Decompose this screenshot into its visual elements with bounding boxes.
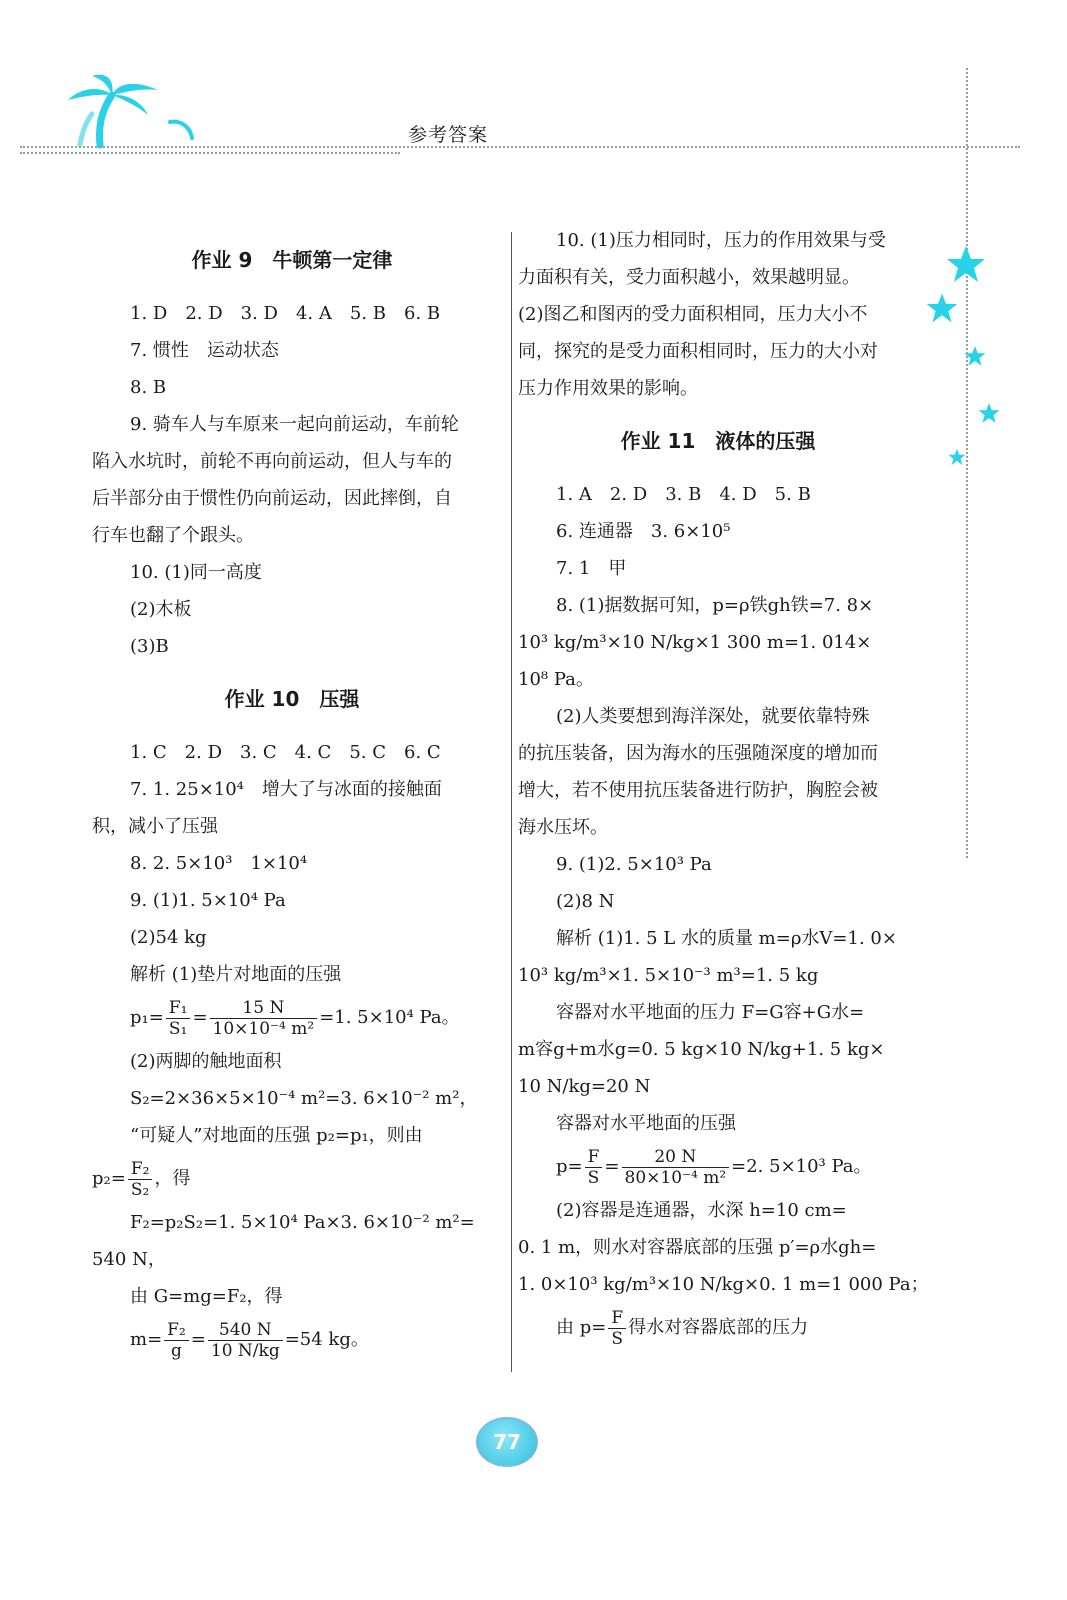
page-header-title: 参考答案 <box>408 124 489 146</box>
answer-line: 8. B <box>130 377 167 398</box>
answer-line: 的抗压装备，因为海水的压强随深度的增加而 <box>518 743 878 764</box>
answer-line: S₂=2×36×5×10⁻⁴ m²=3. 6×10⁻² m²， <box>130 1088 478 1109</box>
answer-line: 1. A 2. D 3. B 4. D 5. B <box>556 484 811 505</box>
answer-line: 1. D 2. D 3. D 4. A 5. B 6. B <box>130 303 441 324</box>
answer-line: 1. 0×10³ kg/m³×10 N/kg×0. 1 m=1 000 Pa； <box>518 1274 929 1295</box>
left-column <box>92 242 492 1365</box>
fraction: $\frac{20 N}{\text{80×10⁻⁴ m²}}$ <box>622 1147 730 1188</box>
right-column <box>518 222 929 1353</box>
column-divider <box>511 232 512 1372</box>
section-heading: 作业 9 牛顿第一定律 <box>191 248 393 272</box>
answer-line: (3)B <box>130 636 169 657</box>
page-number: 77 <box>476 1417 538 1467</box>
answer-line: 8. (1)据数据可知，p=ρ铁gh铁=7. 8× <box>556 595 874 616</box>
answer-line: 9. (1)1. 5×10⁴ Pa <box>130 890 286 911</box>
header-rule <box>20 146 1020 148</box>
palm-tree-icon <box>20 70 210 150</box>
answer-line: (2)两脚的触地面积 <box>130 1051 282 1072</box>
star-icon <box>948 448 966 466</box>
answer-line: 10. (1)同一高度 <box>130 562 262 583</box>
answer-line: 9. (1)2. 5×10³ Pa <box>556 854 712 875</box>
answer-line: 6. 连通器 3. 6×10⁵ <box>556 521 731 542</box>
answer-line: 力面积有关，受力面积越小，效果越明显。 <box>518 267 860 288</box>
margin-rule <box>966 68 968 858</box>
answer-line: (2)图乙和图丙的受力面积相同，压力大小不 <box>518 304 868 325</box>
answer-line: 10³ kg/m³×10 N/kg×1 300 m=1. 014× <box>518 632 872 653</box>
equation: p= $\frac{F}{S}$ = $\frac{20 N}{\text{80×10⁻⁴ m²}}$ =2. 5×10³ Pa。 <box>556 1146 872 1188</box>
equation: 由 p= $\frac{F}{S}$ 得水对容器底部的压力 <box>556 1307 809 1349</box>
equation: p₂= $\frac{\text{F₂}}{\text{S₂}}$ ，得 <box>92 1158 191 1200</box>
answer-line: (2)54 kg <box>130 927 207 948</box>
fraction: $\frac{F}{S}$ <box>608 1308 626 1349</box>
answer-line: 8. 2. 5×10³ 1×10⁴ <box>130 853 308 874</box>
answer-line: 容器对水平地面的压力 F=G容+G水= <box>556 1002 865 1023</box>
answer-line: 7. 1 甲 <box>556 558 627 579</box>
answer-line: 9. 骑车人与车原来一起向前运动，车前轮 <box>130 414 459 435</box>
star-icon <box>978 402 1000 424</box>
answer-line: 容器对水平地面的压强 <box>556 1113 736 1134</box>
fraction: $\frac{F}{S}$ <box>585 1147 603 1188</box>
answer-line: 7. 1. 25×10⁴ 增大了与冰面的接触面 <box>130 779 442 800</box>
section-heading: 作业 10 压强 <box>224 687 360 711</box>
star-icon <box>946 244 986 284</box>
fraction: $\frac{540 N}{10 N/kg}$ <box>208 1320 283 1361</box>
answer-line: (2)木板 <box>130 599 192 620</box>
answer-line: 540 N， <box>92 1249 166 1270</box>
equation: m= $\frac{\text{F₂}}{g}$ = $\frac{540 N}{10 N/kg}$ =54 kg。 <box>130 1319 369 1361</box>
star-icon <box>964 345 986 367</box>
answer-line: (2)容器是连通器，水深 h=10 cm= <box>556 1200 847 1221</box>
fraction: $\frac{\text{F₂}}{g}$ <box>164 1320 189 1361</box>
fraction: $\frac{\text{F₁}}{\text{S₁}}$ <box>166 998 191 1039</box>
answer-line: 10⁸ Pa。 <box>518 669 594 690</box>
answer-line: 10³ kg/m³×1. 5×10⁻³ m³=1. 5 kg <box>518 965 819 986</box>
answer-line: 解析 (1)1. 5 L 水的质量 m=ρ水V=1. 0× <box>556 928 897 949</box>
equation: p₁= $\frac{\text{F₁}}{\text{S₁}}$ = $\frac{15 N}{\text{10×10⁻⁴ m²}}$ =1. 5×10⁴ Pa。 <box>130 997 460 1039</box>
answer-line: 7. 惯性 运动状态 <box>130 340 279 361</box>
answer-line: 解析 (1)垫片对地面的压强 <box>130 964 342 985</box>
answer-line: 陷入水坑时，前轮不再向前运动，但人与车的 <box>92 451 452 472</box>
section-heading: 作业 11 液体的压强 <box>620 429 816 453</box>
answer-line: 10. (1)压力相同时，压力的作用效果与受 <box>556 230 886 251</box>
header-rule-2 <box>20 152 400 154</box>
star-icon <box>926 292 958 324</box>
answer-line: 后半部分由于惯性仍向前运动，因此摔倒，自 <box>92 488 452 509</box>
answer-line: 海水压坏。 <box>518 817 608 838</box>
answer-line: 10 N/kg=20 N <box>518 1076 651 1097</box>
answer-line: 0. 1 m，则水对容器底部的压强 p′=ρ水gh= <box>518 1237 877 1258</box>
answer-line: 积，减小了压强 <box>92 816 218 837</box>
answer-line: (2)人类要想到海洋深处，就要依靠特殊 <box>556 706 870 727</box>
answer-line: “可疑人”对地面的压强 p₂=p₁，则由 <box>130 1125 423 1146</box>
answer-line: 增大，若不使用抗压装备进行防护，胸腔会被 <box>518 780 878 801</box>
answer-line: 压力作用效果的影响。 <box>518 378 698 399</box>
answer-line: 由 G=mg=F₂，得 <box>130 1286 283 1307</box>
answer-line: (2)8 N <box>556 891 615 912</box>
answer-line: 同，探究的是受力面积相同时，压力的大小对 <box>518 341 878 362</box>
answer-line: 1. C 2. D 3. C 4. C 5. C 6. C <box>130 742 441 763</box>
fraction: $\frac{15 N}{\text{10×10⁻⁴ m²}}$ <box>210 998 318 1039</box>
answer-line: m容g+m水g=0. 5 kg×10 N/kg+1. 5 kg× <box>518 1039 885 1060</box>
answer-line: F₂=p₂S₂=1. 5×10⁴ Pa×3. 6×10⁻² m²= <box>130 1212 475 1233</box>
fraction: $\frac{\text{F₂}}{\text{S₂}}$ <box>128 1159 153 1200</box>
answer-line: 行车也翻了个跟头。 <box>92 525 254 546</box>
